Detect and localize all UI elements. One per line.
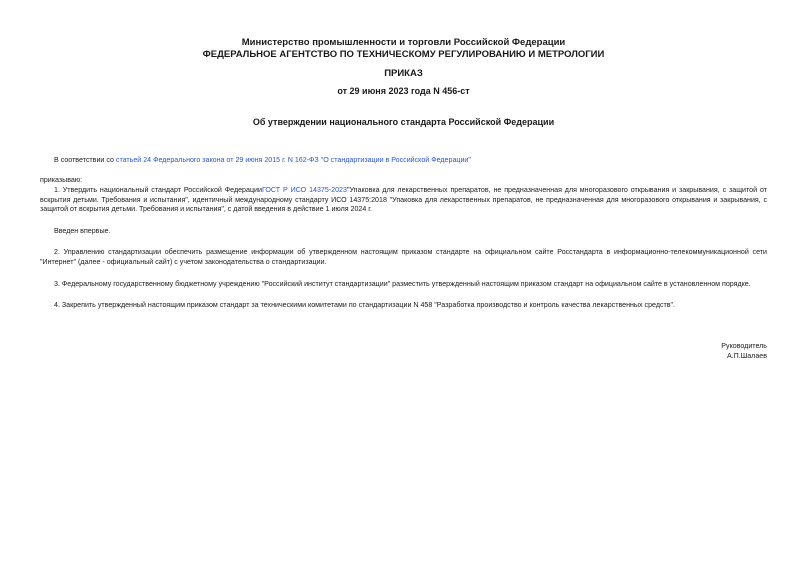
gost-standard-link[interactable]: ГОСТ Р ИСО 14375-2023 — [261, 186, 347, 194]
item-1-paragraph — [40, 186, 767, 215]
item-1-prefix: 1. Утвердить национальный стандарт Российской Федерации — [54, 186, 262, 194]
document-type: ПРИКАЗ — [384, 68, 423, 79]
item-1-text: "Упаковка для лекарственных препаратов, не предназначенная для многоразового открывания и закрывания, с защитой от вскрытия детьми. Требования и испытания", идентичный международному стандарту ИСО 14375:2018 "Упаковка для лекарственных препаратов, не предназначенная для многоразового открывания и закрывания, с защитой от вскрытия детьми. Требования и испытания", с датой введения в действие 1 июля 2024 г. — [40, 186, 767, 214]
preamble-paragraph — [40, 156, 767, 166]
agency-name: ФЕДЕРАЛЬНОЕ АГЕНТСТВО ПО ТЕХНИЧЕСКОМУ РЕГУЛИРОВАНИЮ И МЕТРОЛОГИИ — [202, 49, 605, 60]
federal-law-link[interactable]: статьей 24 Федерального закона от 29 июня 2015 г. N 162-ФЗ "О стандартизации в Российской Федерации" — [115, 156, 471, 164]
document-date-number: от 29 июня 2023 года N 456-ст — [337, 86, 470, 96]
signature-name: А.П.Шалаев — [726, 352, 767, 360]
preamble-prefix: В соответствии со — [54, 156, 116, 164]
document-title: Об утверждении национального стандарта Российской Федерации — [252, 117, 555, 127]
item-4-paragraph: 4. Закрепить утвержденный настоящим приказом стандарт за техническими комитетами по стандартизации N 458 "Разработка производство и контроль качества лекарственных средств". — [54, 301, 676, 309]
signature-role: Руководитель — [721, 342, 767, 350]
order-word: приказываю: — [40, 176, 83, 184]
item-2-paragraph: 2. Управлению стандартизации обеспечить размещение информации об утвержденном настоящим приказом стандарте на официальном сайте Росстандарта в информационно-телекоммуникационной сети "Интернет" (далее - официальный сайт) с учетом законодательства о стандартизации. — [40, 248, 767, 266]
item-3-paragraph: 3. Федеральному государственному бюджетному учреждению "Российский институт стандартизации" разместить утвержденный настоящим приказом стандарт на официальном сайте в установленном порядке. — [54, 280, 751, 288]
introduced-first-note: Введен впервые. — [54, 227, 111, 235]
ministry-name: Министерство промышленности и торговли Российской Федерации — [241, 37, 566, 48]
